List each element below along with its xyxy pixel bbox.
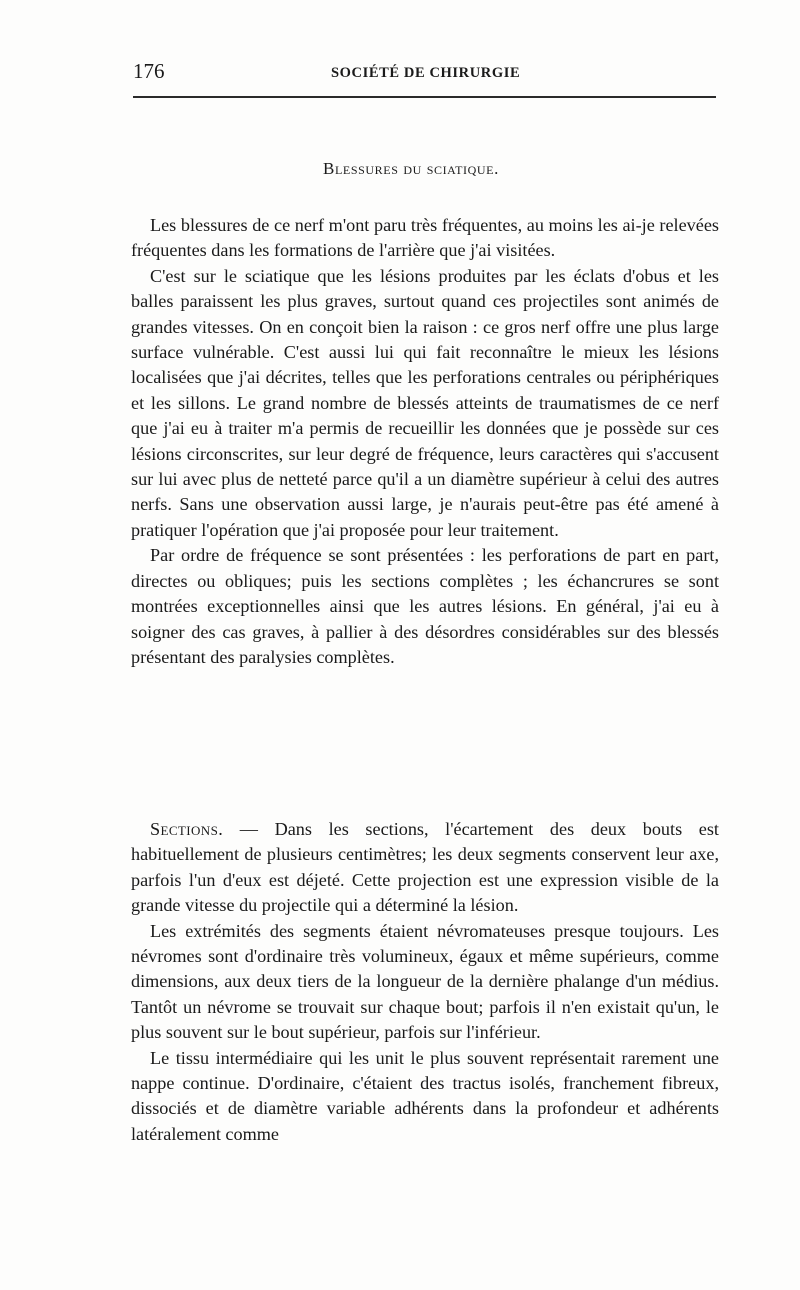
subsection-lead: Sections. — [150, 819, 224, 839]
paragraph: Par ordre de fréquence se sont présentées : les perforations de part en part, directes ou obliques; puis les sections complètes ; les échancrures se sont montrées exceptionnelles ainsi que les autres lésions. En général, j'ai eu à soigner des cas graves, à pallier à des désordres considérables sur des blessés présentant des paralysies complètes. — [131, 545, 719, 667]
paragraph: C'est sur le sciatique que les lésions produites par les éclats d'obus et les balles paraissent les plus graves, surtout quand ces projectiles sont animés de grandes vitesses. On en conçoit bien la raison : ce gros nerf offre une plus large surface vulnérable. C'est aussi lui qui fait reconnaître le mieux les lésions localisées que j'ai décrites, telles que les perforations centrales ou périphériques et les sillons. Le grand nombre de blessés atteints de traumatismes de ce nerf que j'ai eu à traiter m'a permis de recueillir les données que je possède sur ces lésions circonscrites, sur leur degré de fréquence, leurs caractères qui s'accusent sur lui avec plus de netteté parce qu'il a un diamètre supérieur à celui des autres nerfs. Sans une observation aussi large, je n'aurais peut-être pas été amené à pratiquer l'opération que j'ai proposée pour leur traitement. — [131, 265, 719, 540]
body-text-upper — [131, 213, 719, 670]
paragraph: Le tissu intermédiaire qui les unit le plus souvent représentait rarement une nappe continue. D'ordinaire, c'étaient des tractus isolés, franchement fibreux, dissociés et de diamètre variable adhérents dans la profondeur et adhérents latéralement comme — [131, 1047, 719, 1144]
body-text-lower — [131, 817, 719, 1147]
header-rule — [133, 96, 716, 98]
paragraph: Les extrémités des segments étaient névromateuses presque toujours. Les névromes sont d'ordinaire très volumineux, égaux et même supérieurs, comme dimensions, aux deux tiers de la longueur de la dernière phalange d'un médius. Tantôt un névrome se trouvait sur chaque bout; parfois il n'en existait qu'un, le plus souvent sur le bout supérieur, parfois sur l'inférieur. — [131, 920, 719, 1043]
running-head — [133, 56, 716, 90]
page-number: 176 — [133, 59, 165, 83]
paragraph-sections — [131, 817, 719, 919]
paragraph: Les blessures de ce nerf m'ont paru très fréquentes, au moins les ai-je relevées fréquentes dans les formations de l'arrière que j'ai visitées. — [131, 215, 719, 261]
section-heading: Blessures du sciatique. — [323, 159, 499, 178]
running-title: SOCIÉTÉ DE CHIRURGIE — [331, 65, 521, 81]
paragraph-text: — Dans les sections, l'écartement des deux bouts est habituellement de plusieurs centimètres; les deux segments conservent leur axe, parfois l'un d'eux est déjeté. Cette projection est une expression visible de la grande vitesse du projectile qui a déterminé la lésion. — [131, 819, 719, 916]
